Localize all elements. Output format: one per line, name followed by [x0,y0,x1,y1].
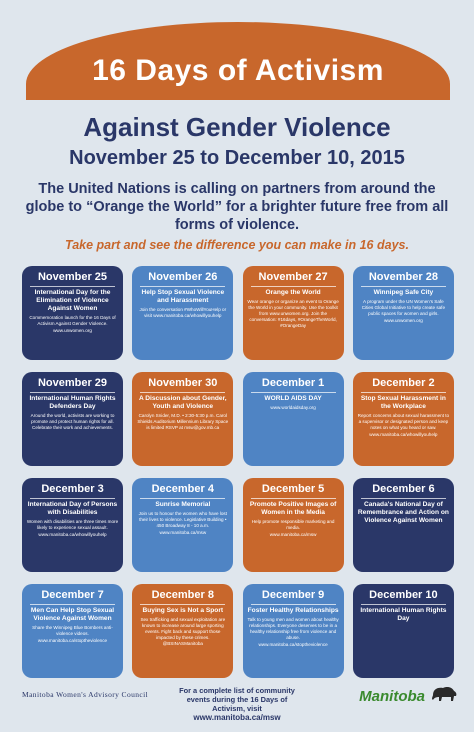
card-body: Carolyn Snider, M.D. • 2:30-5:30 p.m. Carol Shields Auditorium Millennium Library Space is limited RSVP at msw@gov.mb.ca [137,413,229,430]
event-dates: November 25 to December 10, 2015 [69,147,405,169]
card-body: Wear orange or organize an event to Orange the World in your community. Use the toolkit from www.unwomen.org. Join the conversation: #16days, #OrangeTheWorld, #OrangeDay [247,299,339,328]
card-url: www.manitoba.ca/stoptheviolence [258,641,328,647]
card-date: December 7 [30,589,115,605]
card-december-9 [243,584,344,678]
card-url: www.manitoba.ca/whowillyouhelp [38,531,107,537]
card-title: Sunrise Memorial [155,501,211,508]
card-december-3 [22,478,123,572]
card-date: November 29 [30,377,115,393]
card-november-30 [132,372,233,466]
card-december-6 [353,478,454,572]
logo-text: Manitoba [359,687,425,705]
card-title: Promote Positive Images of Women in the Media [249,501,337,516]
card-november-26 [132,266,233,360]
card-date: November 28 [361,271,446,287]
card-url: www.unwomen.org [53,327,92,333]
card-december-4 [132,478,233,572]
card-title: Foster Healthy Relationships [247,607,339,614]
card-body: Talk to young men and women about healthy relationships. Everyone deserves to be in a healthy relationship free from violence and abuse. [247,617,339,640]
card-date: December 10 [361,589,446,605]
card-title: A Discussion about Gender, Youth and Violence [138,395,227,410]
card-body: Share the Winnipeg Blue Bombers anti-violence videos. [32,625,113,636]
tagline: Take part and see the difference you can make in 16 days. [65,238,409,252]
card-date: December 1 [251,377,336,393]
card-date: November 25 [30,271,115,287]
card-date: December 9 [251,589,336,605]
card-body: Commemoration launch for the 16 Days of Activism Against Gender Violence. [29,315,116,326]
card-title: International Day for the Elimination of Violence Against Women [34,289,111,312]
card-url: www.manitoba.ca/stoptheviolence [37,637,108,643]
page-title: Against Gender Violence [83,112,391,142]
card-december-2 [353,372,454,466]
card-december-5 [243,478,344,572]
card-body: A program under the UN Women's Safe Cities Global Initiative to help create safe public spaces for women and girls. [361,299,446,316]
card-body: Around the world, activists are working to promote and protect human rights for all. Celebrate their work and achievements. [30,413,115,430]
card-title: Orange the World [265,289,321,296]
card-title: Winnipeg Safe City [373,289,434,296]
card-november-29 [22,372,123,466]
card-body: Women with disabilities are three times more likely to experience sexual assault. [26,519,119,530]
intro-text: The United Nations is calling on partners from around the globe to “Orange the World” for a brighter future free from all forms of violence. [25,181,449,233]
footer-info-text: For a complete list of community events during the 16 Days of Activism, visit [179,686,295,713]
footer-info-url[interactable]: www.manitoba.ca/msw [193,713,281,722]
footer-info [172,686,302,722]
card-body: Join us to honour the women who have lost their lives to violence. Legislative Building • 450 Broadway 8 - 10 a.m. [138,511,227,528]
card-body: Help promote responsible marketing and media. [251,519,335,530]
card-title: WORLD AIDS DAY [264,395,322,402]
card-date: December 5 [251,483,336,499]
card-december-8 [132,584,233,678]
card-title: Buying Sex is Not a Sport [142,607,224,614]
card-date: December 2 [361,377,446,393]
card-december-10 [353,584,454,678]
banner-title: 16 Days of Activism [92,54,384,87]
card-url: www.unwomen.org [383,317,423,323]
card-date: November 27 [251,271,336,287]
card-url: www.manitoba.ca/msw [269,531,317,537]
card-title: International Human Rights Day [360,607,447,622]
card-title: Stop Sexual Harassment in the Workplace [360,395,446,410]
card-body: Join the conversation #WhoWillYouHelp or visit www.manitoba.ca/whowillyouhelp [139,307,227,318]
card-url: www.worldaidsday.org [270,405,316,410]
card-date: November 26 [140,271,225,287]
card-url: www.manitoba.ca/whowillyouhelp [369,431,438,437]
card-title: Men Can Help Stop Sexual Violence Against Women [30,607,115,622]
card-date: December 3 [30,483,115,499]
card-title: Canada's National Day of Remembrance and Action on Violence Against Women [357,501,449,524]
card-body: Report concerns about sexual harassment to a supervisor or designated person and keep notes on what you heard or saw. [357,413,450,430]
card-date: December 8 [140,589,225,605]
card-date: December 6 [361,483,446,499]
card-body: Sex trafficking and sexual exploitation are known to increase around large sporting events. Fight back and support those impacted by these crimes. @BSINASManitoba [140,617,226,646]
bison-icon [430,685,458,708]
calendar-grid [22,266,454,678]
council-name: Manitoba Women's Advisory Council [22,690,149,699]
card-url: www.manitoba.ca/msw [159,529,207,535]
card-date: November 30 [140,377,225,393]
card-november-25 [22,266,123,360]
manitoba-logo [352,684,458,708]
card-december-7 [22,584,123,678]
card-title: International Human Rights Defenders Day [29,395,116,410]
card-title: International Day of Persons with Disabilities [27,501,118,516]
card-november-27 [243,266,344,360]
card-date: December 4 [140,483,225,499]
card-december-1 [243,372,344,466]
card-november-28 [353,266,454,360]
card-title: Help Stop Sexual Violence and Harassment [141,289,225,304]
